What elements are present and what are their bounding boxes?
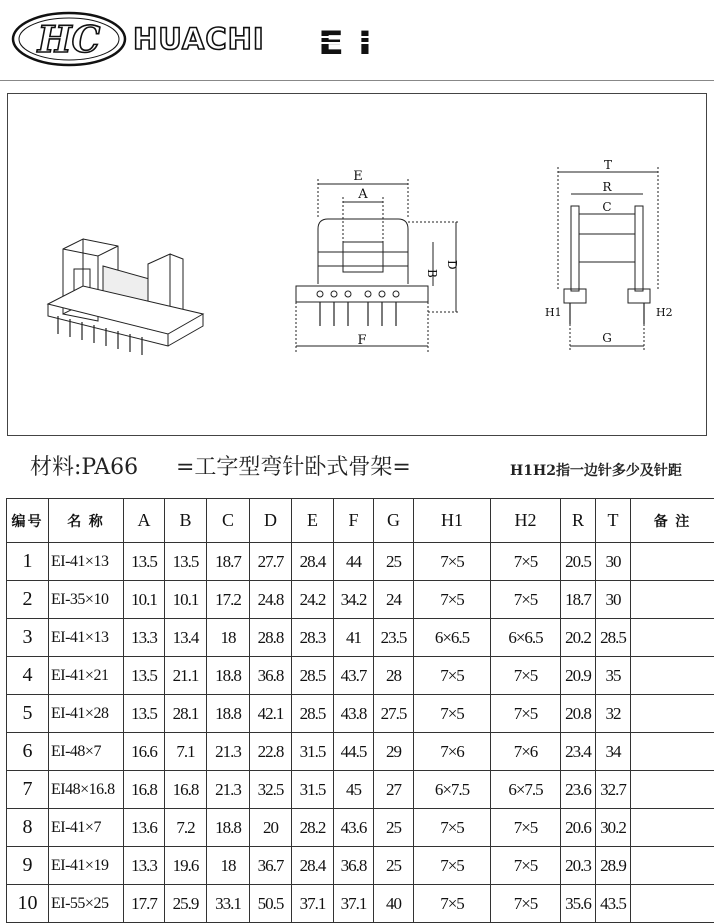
cell-a: 13.3 [124, 619, 165, 657]
cell-d: 28.8 [250, 619, 292, 657]
col-header-remark: 备 注 [631, 499, 714, 543]
cell-f: 43.7 [334, 657, 374, 695]
cell-r: 20.2 [561, 619, 596, 657]
cell-no: 8 [7, 809, 49, 847]
dim-label-t: T [604, 158, 612, 172]
brand-name: HUACHI [133, 22, 265, 56]
product-text: EI [318, 25, 386, 58]
cell-e: 28.4 [292, 847, 334, 885]
cell-b: 28.1 [165, 695, 207, 733]
col-header-no: 编号 [7, 499, 49, 543]
table-row [7, 657, 714, 695]
cell-h2: 7×5 [491, 581, 561, 619]
cell-r: 20.5 [561, 543, 596, 581]
col-header-f: F [334, 499, 374, 543]
cell-remark [631, 581, 714, 619]
dim-label-r: R [602, 180, 612, 194]
technical-drawing [8, 94, 708, 437]
cell-h2: 7×5 [491, 847, 561, 885]
cell-r: 20.3 [561, 847, 596, 885]
cell-name: EI48×16.8 [49, 771, 124, 809]
cell-remark [631, 619, 714, 657]
cell-no: 6 [7, 733, 49, 771]
cell-no: 5 [7, 695, 49, 733]
cell-h2: 6×6.5 [491, 619, 561, 657]
cell-d: 27.7 [250, 543, 292, 581]
cell-h1: 7×5 [414, 885, 491, 923]
cell-h2: 6×7.5 [491, 771, 561, 809]
cell-remark [631, 771, 714, 809]
cell-t: 43.5 [596, 885, 631, 923]
cell-f: 36.8 [334, 847, 374, 885]
cell-t: 32.7 [596, 771, 631, 809]
cell-r: 20.6 [561, 809, 596, 847]
front-view [296, 169, 460, 352]
cell-remark [631, 809, 714, 847]
cell-a: 16.6 [124, 733, 165, 771]
cell-g: 25 [374, 847, 414, 885]
cell-a: 13.5 [124, 695, 165, 733]
col-header-d: D [250, 499, 292, 543]
cell-t: 30 [596, 581, 631, 619]
col-header-e: E [292, 499, 334, 543]
table-row [7, 847, 714, 885]
cell-no: 10 [7, 885, 49, 923]
cell-g: 24 [374, 581, 414, 619]
cell-b: 7.1 [165, 733, 207, 771]
isometric-view [48, 239, 203, 355]
cell-name: EI-48×7 [49, 733, 124, 771]
cell-f: 37.1 [334, 885, 374, 923]
cell-g: 25 [374, 543, 414, 581]
logo-text: HC [37, 19, 101, 61]
col-header-h1: H1 [414, 499, 491, 543]
cell-d: 20 [250, 809, 292, 847]
cell-g: 25 [374, 809, 414, 847]
cell-g: 23.5 [374, 619, 414, 657]
cell-e: 28.3 [292, 619, 334, 657]
huachi-logo [10, 10, 128, 68]
cell-c: 18 [207, 847, 250, 885]
cell-d: 50.5 [250, 885, 292, 923]
cell-b: 10.1 [165, 581, 207, 619]
col-header-c: C [207, 499, 250, 543]
dim-label-d: D [445, 260, 459, 270]
cell-no: 3 [7, 619, 49, 657]
material-label: 材料:PA66 [30, 450, 138, 481]
cell-b: 19.6 [165, 847, 207, 885]
dim-label-c: C [602, 200, 611, 214]
cell-e: 28.5 [292, 695, 334, 733]
cell-h1: 7×5 [414, 543, 491, 581]
cell-b: 7.2 [165, 809, 207, 847]
cell-no: 7 [7, 771, 49, 809]
cell-r: 35.6 [561, 885, 596, 923]
cell-h1: 7×5 [414, 847, 491, 885]
cell-h1: 7×5 [414, 657, 491, 695]
cell-remark [631, 543, 714, 581]
cell-r: 18.7 [561, 581, 596, 619]
cell-h1: 6×7.5 [414, 771, 491, 809]
cell-c: 21.3 [207, 733, 250, 771]
cell-remark [631, 847, 714, 885]
cell-g: 29 [374, 733, 414, 771]
cell-name: EI-41×28 [49, 695, 124, 733]
cell-c: 18 [207, 619, 250, 657]
col-header-r: R [561, 499, 596, 543]
cell-d: 22.8 [250, 733, 292, 771]
cell-t: 32 [596, 695, 631, 733]
cell-a: 13.6 [124, 809, 165, 847]
cell-name: EI-35×10 [49, 581, 124, 619]
col-header-name: 名 称 [49, 499, 124, 543]
table-row [7, 771, 714, 809]
cell-name: EI-41×19 [49, 847, 124, 885]
col-header-h2: H2 [491, 499, 561, 543]
cell-f: 43.6 [334, 809, 374, 847]
cell-h2: 7×6 [491, 733, 561, 771]
dim-label-a: A [357, 187, 368, 202]
header-divider [0, 80, 714, 81]
cell-no: 1 [7, 543, 49, 581]
cell-b: 16.8 [165, 771, 207, 809]
cell-h2: 7×5 [491, 543, 561, 581]
cell-f: 41 [334, 619, 374, 657]
cell-h1: 7×5 [414, 809, 491, 847]
cell-b: 13.4 [165, 619, 207, 657]
cell-a: 16.8 [124, 771, 165, 809]
cell-f: 43.8 [334, 695, 374, 733]
cell-e: 28.2 [292, 809, 334, 847]
cell-d: 36.7 [250, 847, 292, 885]
cell-name: EI-41×7 [49, 809, 124, 847]
table-row [7, 809, 714, 847]
cell-h2: 7×5 [491, 695, 561, 733]
col-header-a: A [124, 499, 165, 543]
cell-no: 2 [7, 581, 49, 619]
table-row [7, 733, 714, 771]
cell-r: 20.9 [561, 657, 596, 695]
cell-h2: 7×5 [491, 657, 561, 695]
product-type-label: =工字型弯针卧式骨架= [176, 450, 411, 481]
pin-note: H1H2指一边针多少及针距 [510, 460, 682, 480]
cell-c: 18.8 [207, 657, 250, 695]
cell-f: 45 [334, 771, 374, 809]
cell-c: 17.2 [207, 581, 250, 619]
cell-t: 35 [596, 657, 631, 695]
cell-t: 34 [596, 733, 631, 771]
cell-e: 28.4 [292, 543, 334, 581]
cell-remark [631, 733, 714, 771]
dim-label-h2: H2 [656, 306, 673, 319]
cell-e: 31.5 [292, 733, 334, 771]
dim-label-e: E [353, 169, 363, 184]
cell-b: 21.1 [165, 657, 207, 695]
cell-c: 18.8 [207, 695, 250, 733]
cell-name: EI-41×13 [49, 543, 124, 581]
cell-h1: 7×6 [414, 733, 491, 771]
dim-label-f: F [357, 333, 366, 348]
cell-g: 28 [374, 657, 414, 695]
spec-table [6, 498, 714, 923]
cell-e: 37.1 [292, 885, 334, 923]
cell-a: 17.7 [124, 885, 165, 923]
col-header-b: B [165, 499, 207, 543]
cell-f: 34.2 [334, 581, 374, 619]
dim-label-g: G [602, 331, 612, 345]
cell-h2: 7×5 [491, 885, 561, 923]
cell-r: 20.8 [561, 695, 596, 733]
cell-h2: 7×5 [491, 809, 561, 847]
cell-h1: 7×5 [414, 581, 491, 619]
cell-c: 33.1 [207, 885, 250, 923]
cell-t: 30 [596, 543, 631, 581]
cell-r: 23.4 [561, 733, 596, 771]
cell-e: 28.5 [292, 657, 334, 695]
cell-a: 13.5 [124, 657, 165, 695]
cell-a: 13.5 [124, 543, 165, 581]
cell-g: 27 [374, 771, 414, 809]
cell-a: 13.3 [124, 847, 165, 885]
cell-remark [631, 695, 714, 733]
cell-d: 24.8 [250, 581, 292, 619]
table-row [7, 581, 714, 619]
cell-c: 18.8 [207, 809, 250, 847]
dim-label-b: B [425, 269, 439, 278]
cell-d: 36.8 [250, 657, 292, 695]
caption-row [0, 450, 714, 484]
cell-e: 31.5 [292, 771, 334, 809]
table-header-row [7, 499, 714, 543]
cell-name: EI-41×13 [49, 619, 124, 657]
cell-d: 42.1 [250, 695, 292, 733]
table-row [7, 695, 714, 733]
cell-d: 32.5 [250, 771, 292, 809]
cell-g: 40 [374, 885, 414, 923]
drawing-panel [7, 93, 707, 436]
cell-t: 28.5 [596, 619, 631, 657]
cell-h1: 7×5 [414, 695, 491, 733]
cell-remark [631, 657, 714, 695]
cell-g: 27.5 [374, 695, 414, 733]
col-header-t: T [596, 499, 631, 543]
cell-r: 23.6 [561, 771, 596, 809]
cell-a: 10.1 [124, 581, 165, 619]
header [0, 0, 714, 80]
col-header-g: G [374, 499, 414, 543]
cell-t: 28.9 [596, 847, 631, 885]
cell-c: 18.7 [207, 543, 250, 581]
cell-name: EI-41×21 [49, 657, 124, 695]
cell-t: 30.2 [596, 809, 631, 847]
cell-f: 44 [334, 543, 374, 581]
table-row [7, 619, 714, 657]
table-row [7, 543, 714, 581]
spec-table-body [7, 543, 714, 923]
cell-no: 9 [7, 847, 49, 885]
dim-label-h1: H1 [545, 306, 562, 319]
product-title [272, 24, 432, 58]
cell-b: 25.9 [165, 885, 207, 923]
cell-c: 21.3 [207, 771, 250, 809]
cell-f: 44.5 [334, 733, 374, 771]
side-view [545, 158, 673, 352]
cell-no: 4 [7, 657, 49, 695]
cell-e: 24.2 [292, 581, 334, 619]
cell-name: EI-55×25 [49, 885, 124, 923]
cell-h1: 6×6.5 [414, 619, 491, 657]
cell-b: 13.5 [165, 543, 207, 581]
